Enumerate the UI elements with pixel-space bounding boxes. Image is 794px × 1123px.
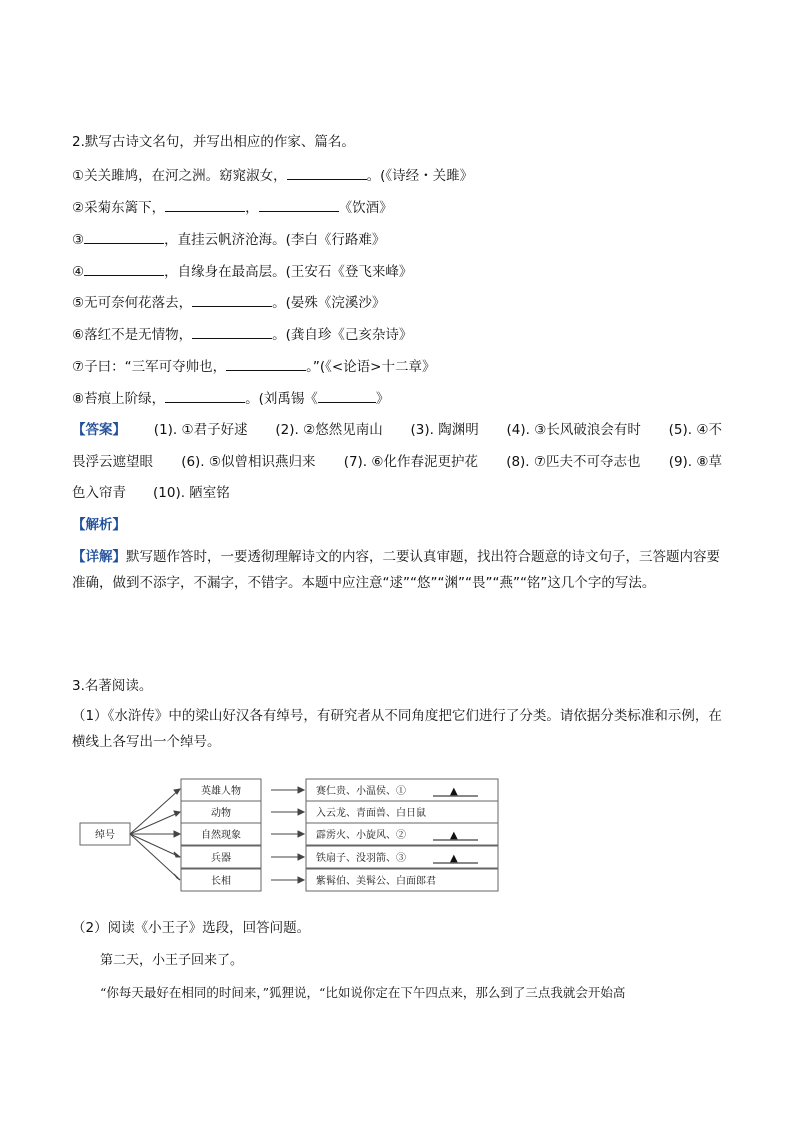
q2-item-4-source: ，自缘身在最高层。(王安石《登飞来峰》: [164, 264, 413, 280]
detail-text: 默写题作答时，一要透彻理解诗文的内容，二要认真审题，找出符合题意的诗文句子，三答题内容要准确，做到不添字，不漏字，不错字。本题中应注意“逑”“悠”“渊”“畏”“燕”“铭”这几个字的写法。: [72, 549, 720, 591]
category-label: 动物: [211, 808, 231, 819]
answer-blank[interactable]: [192, 291, 272, 307]
answer-blank[interactable]: [226, 355, 306, 371]
answer-tag: 【答案】: [72, 422, 126, 438]
root-label: 绰号: [95, 830, 115, 841]
category-label: 长相: [211, 876, 231, 887]
q2-item-8-close: 》: [375, 391, 390, 407]
q3-part1: （1）《水浒传》中的梁山好汉各有绰号，有研究者从不同角度把它们进行了分类。请依据分类标准和示例，在横线上各写出一个绰号。: [72, 708, 722, 750]
example-label: 铁扇子、没羽箭、③: [316, 853, 406, 864]
triangle-icon: ▲: [450, 853, 458, 864]
answer-blank[interactable]: [192, 323, 272, 339]
answer-blank[interactable]: [259, 196, 339, 212]
q2-item-8-text: ⑧苔痕上阶绿，: [72, 391, 166, 407]
answer-blank[interactable]: [84, 228, 164, 244]
answers-line-3: 色入帘青 (10). 陋室铭: [72, 485, 230, 501]
q2-item-2-comma: ，: [245, 200, 259, 216]
q2-item-2-text: ②采菊东篱下，: [72, 200, 166, 216]
q2-item-7: [72, 355, 436, 377]
q3-title: 3.名著阅读。: [72, 678, 153, 694]
q3-part2: （2）阅读《小王子》选段，回答问题。: [72, 920, 311, 936]
q2-item-5-text: ⑤无可奈何花落去，: [72, 295, 193, 311]
category-label: 英雄人物: [201, 786, 241, 797]
q2-item-5-source: 。(晏殊《浣溪沙》: [272, 295, 386, 311]
q2-item-8: [72, 387, 389, 409]
answer-blank[interactable]: [318, 387, 376, 403]
answer-item: (3). 陶渊明: [410, 422, 479, 438]
answer-item: (9). ⑧草: [668, 454, 722, 470]
answer-item: (5). ④不: [668, 422, 722, 438]
answer-item: (2). ②悠然见南山: [275, 422, 383, 438]
answer-item: (1). ①君子好逑: [153, 422, 248, 438]
answers-line-2: [72, 452, 722, 472]
q2-item-2-source: 《饮酒》: [338, 200, 393, 216]
excerpt-line-2: “你每天最好在相同的时间来，”狐狸说，“比如说你定在下午四点来，那么到了三点我就会开始高: [100, 985, 626, 1000]
answer-blank[interactable]: [165, 196, 245, 212]
root-arrows: [130, 789, 180, 880]
q2-item-1-text: ①关关雎鸠，在河之洲。窈窕淑女，: [72, 168, 287, 184]
example-label: 霹雳火、小旋风、②: [316, 830, 406, 841]
example-label: 赛仁贵、小温侯、①: [316, 786, 406, 797]
category-label: 兵器: [211, 853, 231, 864]
q2-item-3-text: ③: [72, 232, 85, 248]
answer-item: (4). ③长风破浪会有时: [506, 422, 641, 438]
answer-item: (8). ⑦匹夫不可夺志也: [506, 454, 641, 470]
triangle-icon: ▲: [450, 830, 458, 841]
q2-item-4: [72, 260, 412, 282]
q2-item-6-source: 。(龚自珍《己亥杂诗》: [272, 327, 413, 343]
q2-item-3-source: ，直挂云帆济沧海。(李白《行路难》: [164, 232, 386, 248]
q2-title: 2.默写古诗文名句，并写出相应的作家、篇名。: [72, 134, 355, 150]
q2-item-5: [72, 291, 385, 313]
q2-item-8-source: 。(刘禹锡《: [245, 391, 318, 407]
q2-item-7-source: 。”(《<论语>十二章》: [306, 359, 436, 375]
answer-item: (7). ⑥化作春泥更护花: [343, 454, 478, 470]
q2-item-1-source: 。(《诗经・关雎》: [366, 168, 474, 184]
q2-item-1: [72, 164, 473, 186]
answers-line-1: [72, 420, 722, 440]
answer-blank[interactable]: [84, 260, 164, 276]
category-label: 自然现象: [201, 830, 241, 841]
triangle-icon: ▲: [450, 786, 458, 797]
analysis-tag: 【解析】: [72, 517, 126, 533]
q2-item-7-text: ⑦子曰：“三军可夺帅也，: [72, 359, 227, 375]
q2-item-6: [72, 323, 412, 345]
example-label: 入云龙、青面兽、白日鼠: [316, 808, 426, 819]
q2-item-2: [72, 196, 393, 218]
detail-tag: 【详解】: [72, 549, 126, 565]
example-label: 紫髯伯、美髯公、白面郎君: [316, 876, 436, 887]
answer-blank[interactable]: [165, 387, 245, 403]
answer-item: (6). ⑤似曾相识燕归来: [181, 454, 316, 470]
q2-item-3: [72, 228, 385, 250]
category-arrows: [271, 787, 304, 883]
q2-item-4-text: ④: [72, 264, 85, 280]
answer-blank[interactable]: [287, 164, 367, 180]
detail-paragraph: [72, 544, 722, 596]
q2-item-6-text: ⑥落红不是无情物，: [72, 327, 193, 343]
excerpt-line-1: 第二天，小王子回来了。: [100, 953, 244, 968]
nickname-diagram: [78, 776, 503, 900]
answer-item: 畏浮云遮望眼: [72, 454, 153, 470]
